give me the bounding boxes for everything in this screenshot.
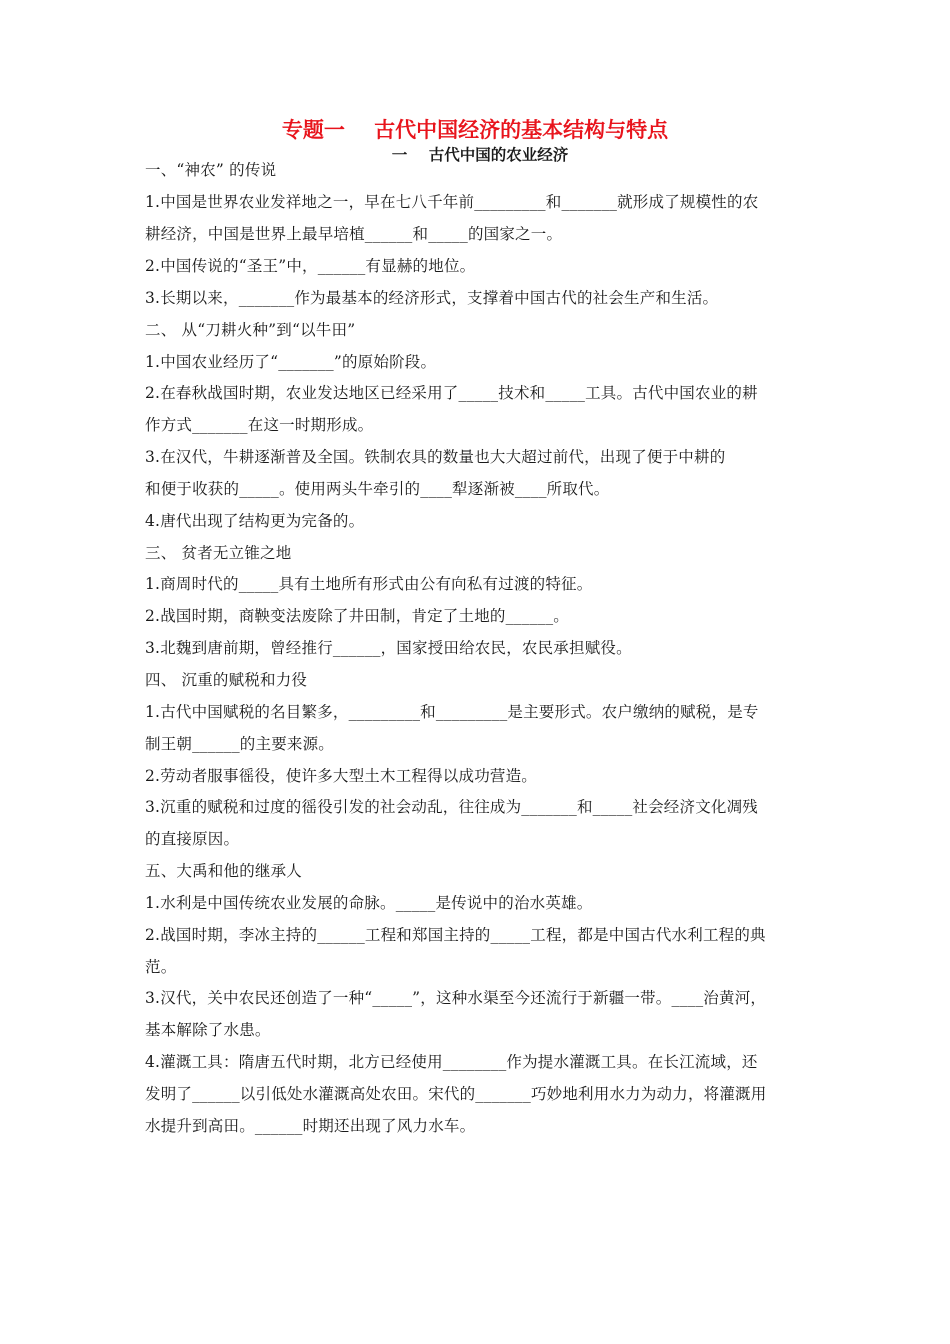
page-subtitle: 一 古代中国的农业经济 xyxy=(391,146,569,164)
section-heading: 一、“神农” 的传说 xyxy=(145,161,277,179)
question-line: 的直接原因。 xyxy=(145,830,240,848)
question-line: 和便于收获的_____。使用两头牛牵引的____犁逐渐被____所取代。 xyxy=(145,480,610,498)
section-heading: 三、 贫者无立锥之地 xyxy=(145,544,292,562)
question-line: 范。 xyxy=(145,958,177,976)
question-line: 3.在汉代，牛耕逐渐普及全国。铁制农具的数量也大大超过前代，出现了便于中耕的 xyxy=(145,448,726,466)
section-heading: 二、 从“刀耕火种”到“以牛田” xyxy=(145,321,356,339)
question-line: 2.劳动者服事徭役，使许多大型土木工程得以成功营造。 xyxy=(145,767,537,785)
question-line: 1.商周时代的_____具有土地所有形式由公有向私有过渡的特征。 xyxy=(145,575,593,593)
question-line: 1.中国农业经历了“_______”的原始阶段。 xyxy=(145,353,437,371)
question-line: 耕经济，中国是世界上最早培植______和_____的国家之一。 xyxy=(145,225,563,243)
question-line: 2.战国时期，商鞅变法废除了井田制，肯定了土地的______。 xyxy=(145,607,569,625)
question-line: 作方式_______在这一时期形成。 xyxy=(145,416,374,434)
page-title: 专题一 古代中国经济的基本结构与特点 xyxy=(281,118,669,142)
question-line: 3.北魏到唐前期，曾经推行______，国家授田给农民，农民承担赋役。 xyxy=(145,639,632,657)
question-line: 制王朝______的主要来源。 xyxy=(145,735,335,753)
question-line: 4.灌溉工具：隋唐五代时期，北方已经使用________作为提水灌溉工具。在长江流域，还 xyxy=(145,1053,758,1071)
question-line: 1.水利是中国传统农业发展的命脉。_____是传说中的治水英雄。 xyxy=(145,894,593,912)
question-line: 2.战国时期，李冰主持的______工程和郑国主持的_____工程，都是中国古代水利工程的典 xyxy=(145,926,766,944)
question-line: 4.唐代出现了结构更为完备的。 xyxy=(145,512,365,530)
question-line: 3.沉重的赋税和过度的徭役引发的社会动乱，往往成为_______和_____社会经济文化凋残 xyxy=(145,798,758,816)
question-line: 2.在春秋战国时期，农业发达地区已经采用了_____技术和_____工具。古代中国农业的耕 xyxy=(145,384,758,402)
question-line: 水提升到高田。______时期还出现了风力水车。 xyxy=(145,1117,476,1135)
question-line: 3.长期以来，_______作为最基本的经济形式，支撑着中国古代的社会生产和生活。 xyxy=(145,289,719,307)
question-line: 发明了______以引低处水灌溉高处农田。宋代的_______巧妙地利用水力为动力，将灌溉用 xyxy=(145,1085,767,1103)
section-heading: 五、大禹和他的继承人 xyxy=(145,862,303,880)
section-heading: 四、 沉重的赋税和力役 xyxy=(145,671,308,689)
question-line: 3.汉代，关中农民还创造了一种“_____”，这种水渠至今还流行于新疆一带。____治黄河， xyxy=(145,989,767,1007)
question-line: 2.中国传说的“圣王”中，______有显赫的地位。 xyxy=(145,257,476,275)
question-line: 基本解除了水患。 xyxy=(145,1021,271,1039)
question-line: 1.古代中国赋税的名目繁多，_________和_________是主要形式。农户缴纳的赋税，是专 xyxy=(145,703,759,721)
question-line: 1.中国是世界农业发祥地之一，早在七八千年前_________和_______就形成了规模性的农 xyxy=(145,193,759,211)
